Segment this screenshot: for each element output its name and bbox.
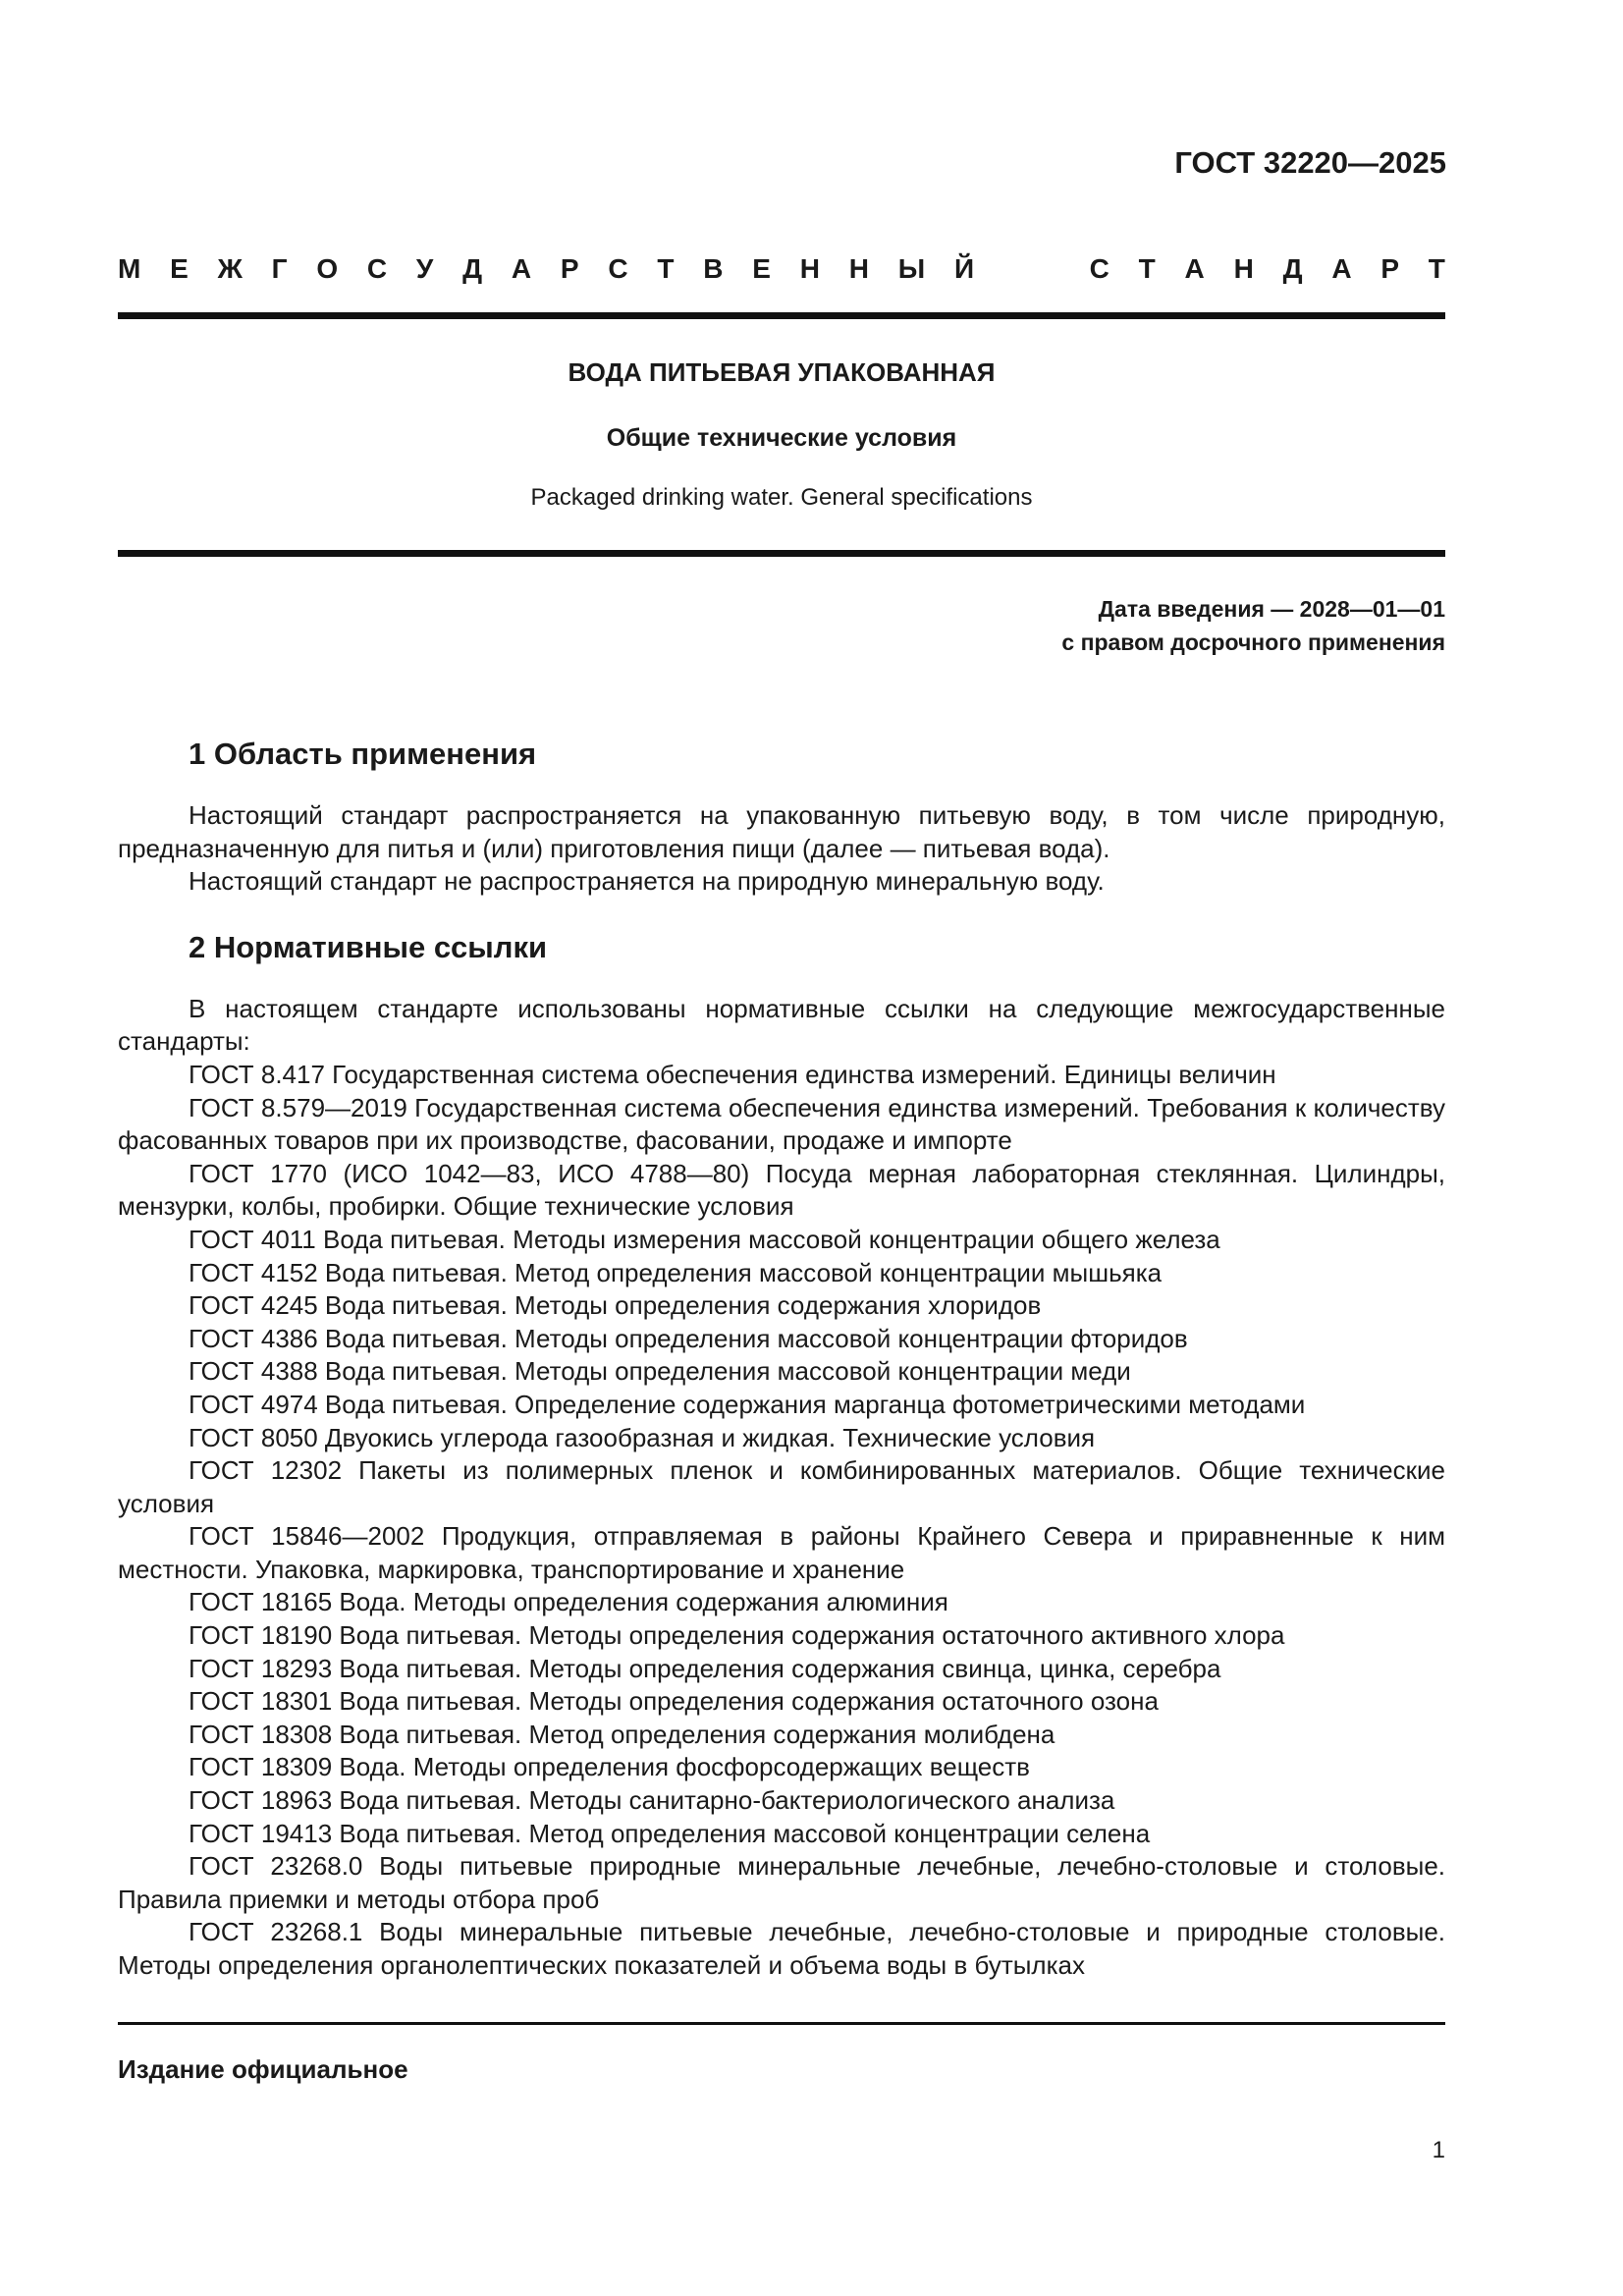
document-subtitle: Общие технические условия — [606, 424, 957, 452]
kind-letter: А — [1184, 253, 1205, 284]
section-2-heading: 2 Нормативные ссылки — [189, 929, 548, 964]
kind-letter: С — [366, 253, 388, 284]
kind-letter: У — [415, 253, 434, 284]
reference-item: ГОСТ 18165 Вода. Методы определения содержания алюминия — [189, 1587, 948, 1617]
reference-item: ГОСТ 4011 Вода питьевая. Методы измерения массовой концентрации общего железа — [189, 1224, 1220, 1254]
reference-item: ГОСТ 4388 Вода питьевая. Методы определения массовой концентрации меди — [189, 1356, 1131, 1387]
reference-item: ГОСТ 4152 Вода питьевая. Метод определения массовой концентрации мышьяка — [189, 1257, 1163, 1287]
kind-letter: С — [608, 253, 628, 284]
kind-letter: Н — [1233, 253, 1254, 284]
introduction-date-block — [1061, 592, 1445, 659]
kind-letter: Т — [1138, 253, 1156, 284]
document-number: ГОСТ 32220—2025 — [1174, 145, 1446, 180]
reference-item: ГОСТ 8.579—2019 Государственная система обеспечения единства измерений. Требования к количеству фасованных товаров при их производстве, фасовании, продаже и импорте — [118, 1092, 1445, 1156]
kind-letter: Ж — [217, 253, 243, 284]
edition-label: Издание официальное — [118, 2054, 408, 2084]
reference-item: ГОСТ 12302 Пакеты из полимерных пленок и комбинированных материалов. Общие технические условия — [118, 1455, 1445, 1518]
reference-item: ГОСТ 8050 Двуокись углерода газообразная и жидкая. Технические условия — [189, 1422, 1096, 1452]
reference-item: ГОСТ 1770 (ИСО 1042—83, ИСО 4788—80) Посуда мерная лабораторная стеклянная. Цилиндры, мензурки, колбы, пробирки. Общие технические условия — [118, 1158, 1445, 1222]
reference-item: ГОСТ 4245 Вода питьевая. Методы определения содержания хлоридов — [189, 1290, 1042, 1321]
reference-item: ГОСТ 4386 Вода питьевая. Методы определения массовой концентрации фторидов — [189, 1323, 1188, 1353]
section-1-paragraph: Настоящий стандарт распространяется на упакованную питьевую воду, в том числе природную, предназначенную для питья и (или) приготовления пищи (далее — питьевая вода). — [118, 800, 1445, 863]
kind-letter: Т — [1428, 253, 1445, 284]
footer-rule — [118, 2022, 1445, 2025]
reference-item: ГОСТ 18293 Вода питьевая. Методы определения содержания свинца, цинка, серебра — [189, 1653, 1221, 1683]
reference-item: ГОСТ 18308 Вода питьевая. Метод определения содержания молибдена — [189, 1719, 1055, 1749]
reference-list — [118, 1059, 1445, 1983]
document-title: ВОДА ПИТЬЕВАЯ УПАКОВАННАЯ — [568, 357, 996, 387]
introduction-date: Дата введения — 2028—01—01 — [1098, 596, 1445, 622]
section-1-paragraph: Настоящий стандарт не распространяется на природную минеральную воду. — [189, 866, 1105, 897]
section-2-intro: В настоящем стандарте использованы нормативные ссылки на следующие межгосударственные стандарты: — [118, 993, 1445, 1057]
kind-letter: О — [316, 253, 339, 284]
reference-item: ГОСТ 8.417 Государственная система обеспечения единства измерений. Единицы величин — [189, 1059, 1276, 1089]
standard-kind-heading — [118, 253, 1445, 285]
document-body — [118, 731, 1445, 1983]
header-rule-top — [118, 312, 1445, 319]
kind-letter: Т — [657, 253, 675, 284]
kind-letter: Д — [1282, 253, 1303, 284]
reference-item: ГОСТ 23268.1 Воды минеральные питьевые лечебные, лечебно-столовые и природные столовые. Методы определения органолептических показателей и объема воды в бутылках — [118, 1917, 1445, 1980]
reference-item: ГОСТ 18190 Вода питьевая. Методы определения содержания остаточного активного хлора — [189, 1620, 1285, 1651]
word-gap — [1003, 253, 1060, 285]
kind-letter: М — [118, 253, 141, 284]
kind-letter: Р — [560, 253, 579, 284]
kind-letter: Н — [848, 253, 869, 284]
reference-item: ГОСТ 19413 Вода питьевая. Метод определения массовой концентрации селена — [189, 1818, 1151, 1848]
kind-letter: А — [1331, 253, 1352, 284]
reference-item: ГОСТ 18301 Вода питьевая. Методы определения содержания остаточного озона — [189, 1686, 1159, 1717]
header-rule-bottom — [118, 550, 1445, 557]
kind-letter: Ы — [897, 253, 926, 284]
english-title: Packaged drinking water. General specifications — [530, 484, 1033, 511]
kind-letter: А — [511, 253, 532, 284]
page-number: 1 — [1432, 2137, 1445, 2163]
kind-letter: Е — [170, 253, 189, 284]
early-application-note: с правом досрочного применения — [1061, 629, 1445, 655]
reference-item: ГОСТ 15846—2002 Продукция, отправляемая в районы Крайнего Севера и приравненные к ним местности. Упаковка, маркировка, транспортирование и хранение — [118, 1521, 1445, 1584]
reference-item: ГОСТ 4974 Вода питьевая. Определение содержания марганца фотометрическими методами — [189, 1389, 1306, 1419]
kind-letter: Й — [953, 253, 975, 284]
reference-item: ГОСТ 18309 Вода. Методы определения фосфорсодержащих веществ — [189, 1752, 1030, 1782]
kind-letter: Г — [271, 253, 288, 284]
section-1-heading: 1 Область применения — [189, 737, 537, 771]
kind-letter: Д — [462, 253, 483, 284]
kind-letter: С — [1089, 253, 1109, 284]
kind-letter: Р — [1380, 253, 1400, 284]
reference-item: ГОСТ 18963 Вода питьевая. Методы санитарно-бактериологического анализа — [189, 1785, 1115, 1816]
kind-letter: Н — [799, 253, 820, 284]
kind-letter: Е — [752, 253, 771, 284]
kind-letter: В — [703, 253, 724, 284]
reference-item: ГОСТ 23268.0 Воды питьевые природные минеральные лечебные, лечебно-столовые и столовые. Правила приемки и методы отбора проб — [118, 1851, 1445, 1914]
